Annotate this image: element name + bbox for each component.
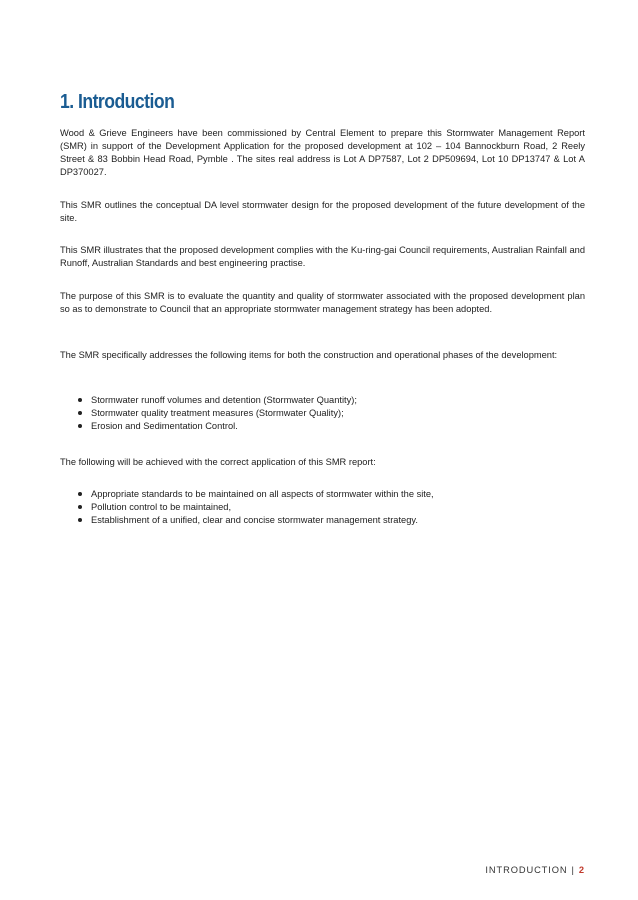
intro-paragraph: Wood & Grieve Engineers have been commissioned by Central Element to prepare this Stormwater Management Report (SMR) in support of the Development Application for the proposed development at 102 – 104 Bannockburn Road, 2 Reely Street & 83 Bobbin Head Road, Pymble . The sites real address is Lot A DP7587, Lot 2 DP509694, Lot 10 DP13747 & Lot A DP370027. xyxy=(60,128,585,177)
list-item-text: Establishment of a unified, clear and concise stormwater management strategy. xyxy=(91,515,418,525)
bullet-icon xyxy=(78,505,82,509)
list-item xyxy=(60,407,585,420)
bullet-icon xyxy=(78,492,82,496)
list-item-text: Erosion and Sedimentation Control. xyxy=(91,421,238,431)
list-item xyxy=(60,514,585,527)
list-item xyxy=(60,501,585,514)
achievement-paragraph: The following will be achieved with the correct application of this SMR report: xyxy=(60,457,376,467)
purpose-paragraph: The purpose of this SMR is to evaluate the quantity and quality of stormwater associated with the proposed development plan so as to demonstrate to Council that an appropriate stormwater management strategy has been adopted. xyxy=(60,291,585,314)
bullet-icon xyxy=(78,518,82,522)
bullet-icon xyxy=(78,411,82,415)
achievement-bullet-list xyxy=(60,488,585,527)
scope-bullet-list xyxy=(60,394,585,433)
footer-section-label: INTRODUCTION xyxy=(485,865,568,875)
list-item-text: Stormwater quality treatment measures (Stormwater Quality); xyxy=(91,408,344,418)
section-heading: 1. Introduction xyxy=(60,91,175,113)
outline-paragraph: This SMR outlines the conceptual DA level stormwater design for the proposed development of the future development of the site. xyxy=(60,200,585,223)
page-number: 2 xyxy=(578,865,584,875)
page-footer xyxy=(485,864,584,876)
list-item xyxy=(60,394,585,407)
list-item xyxy=(60,420,585,433)
compliance-paragraph: This SMR illustrates that the proposed development complies with the Ku-ring-gai Council requirements, Australian Rainfall and Runoff, Australian Standards and best engineering practise. xyxy=(60,245,585,268)
list-item xyxy=(60,488,585,501)
list-item-text: Stormwater runoff volumes and detention (Stormwater Quantity); xyxy=(91,395,357,405)
list-item-text: Appropriate standards to be maintained on all aspects of stormwater within the site, xyxy=(91,489,434,499)
footer-separator: | xyxy=(571,865,575,875)
scope-paragraph: The SMR specifically addresses the following items for both the construction and operational phases of the development: xyxy=(60,350,558,360)
bullet-icon xyxy=(78,424,82,428)
bullet-icon xyxy=(78,398,82,402)
list-item-text: Pollution control to be maintained, xyxy=(91,502,232,512)
